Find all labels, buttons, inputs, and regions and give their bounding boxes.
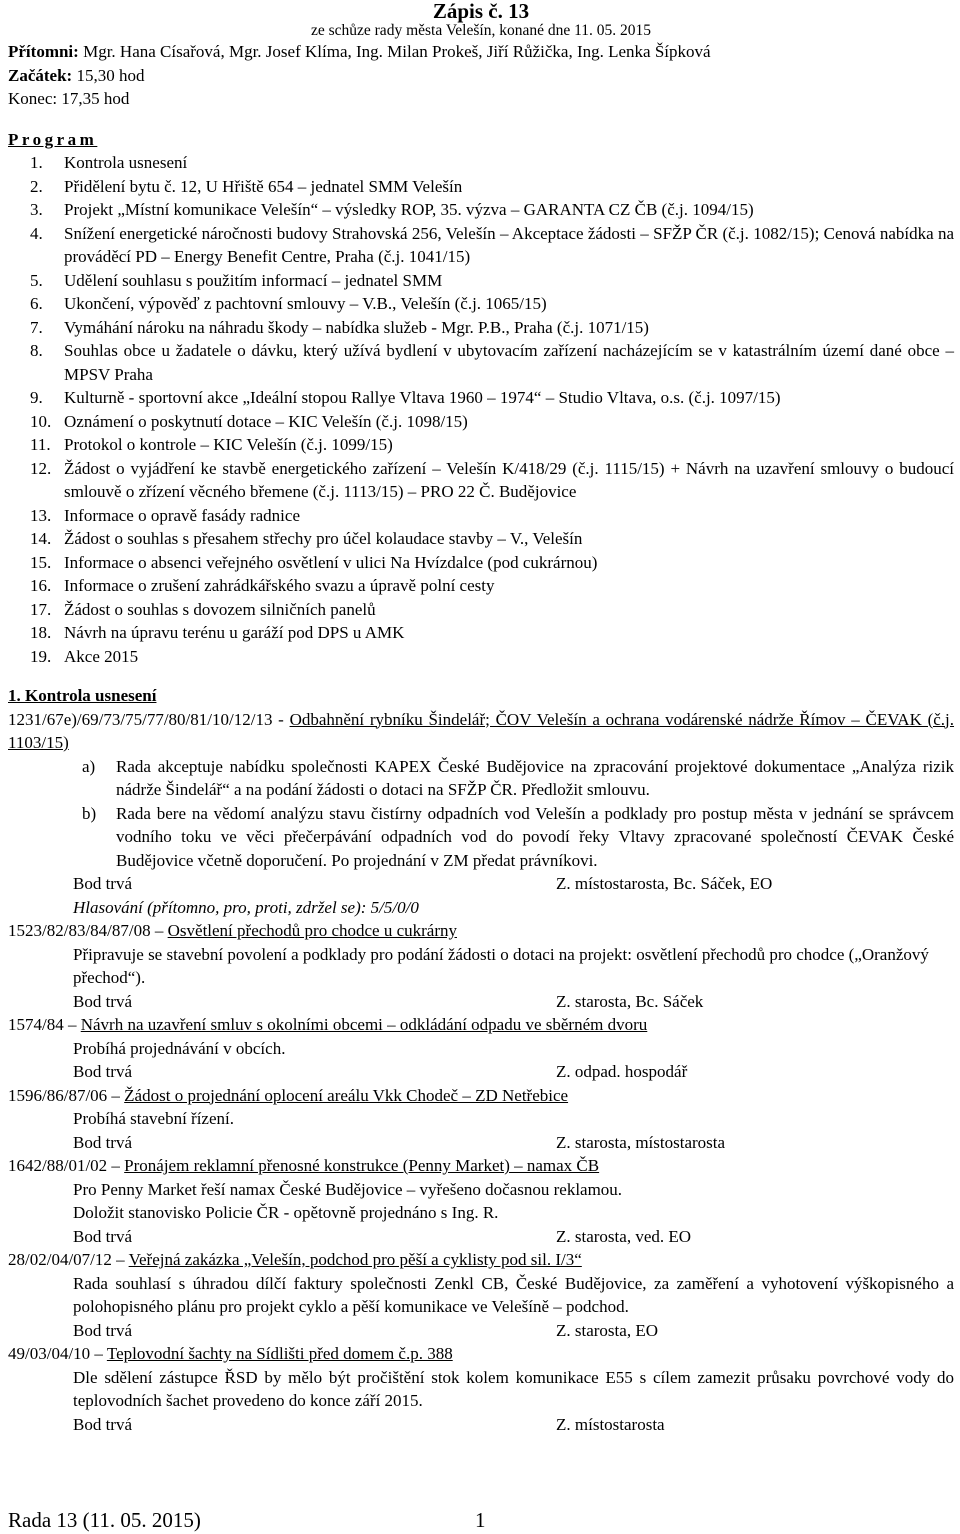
program-item [8,551,954,575]
program-item-number: 1. [30,153,43,172]
program-item [8,175,954,199]
program-item [8,269,954,293]
program-item-number: 3. [30,200,43,219]
responsible-text: Z. starosta, ved. EO [556,1226,692,1246]
status-line [8,1413,954,1437]
responsible-text: Z. starosta, EO [556,1320,658,1340]
program-item-number: 2. [30,176,43,196]
program-item [8,504,954,528]
present-value: Mgr. Hana Císařová, Mgr. Josef Klíma, Ing. Milan Prokeš, Jiří Růžička, Ing. Lenka Šípková [83,42,711,61]
program-item [8,645,954,669]
program-item [8,598,954,622]
program-item [8,621,954,645]
program-item-text: Kontrola usnesení [64,153,188,172]
program-item [8,292,954,316]
resolution-entry [8,1154,954,1178]
document-subtitle: ze schůze rady města Velešín, konané dne 11. 05. 2015 [310,22,652,39]
program-item-text: Informace o opravě fasády radnice [64,505,300,525]
vote-line: Hlasování (přítomno, pro, proti, zdržel se): 5/5/0/0 [73,897,419,917]
resolution-code: 28/02/04/07/12 – [8,1250,125,1269]
program-item-number: 14. [30,529,52,548]
program-item-text: Ukončení, výpověď z pachtovní smlouvy – V.B., Velešín (č.j. 1065/15) [64,294,547,313]
program-item-number: 19. [30,646,52,666]
program-item-text: Informace o absenci veřejného osvětlení v ulici Na Hvízdalce (pod cukrárnou) [64,552,598,572]
resolution-entry [8,708,954,755]
resolution-entry [8,1342,954,1366]
program-item-number: 18. [30,623,52,642]
responsible-text: Z. místostarosta [556,1414,665,1434]
resolution-code: 1642/88/01/02 – [8,1156,120,1175]
program-item-number: 12. [30,458,52,478]
resolution-code: 1596/86/87/06 – [8,1085,120,1105]
program-item-number: 7. [30,317,43,337]
resolution-subject: Žádost o projednání oplocení areálu Vkk Chodeč – ZD Netřebice [124,1085,569,1105]
status-text: Bod trvá [73,874,133,893]
resolution-entry [8,1084,954,1108]
program-item-text: Souhlas obce u žadatele o dávku, který užívá bydlení v ubytovacím zařízení nacházejícím se v katastrálním území dané obce – MPSV Praha [64,341,954,384]
program-item-number: 6. [30,294,43,313]
responsible-text: Z. starosta, místostarosta [556,1132,726,1152]
program-item-text: Snížení energetické náročnosti budovy Strahovská 256, Velešín – Akceptace žádosti – SFŽP ČR (č.j. 1082/15); Cenová nabídka na prováděcí PD – Energy Benefit Centre, Praha (č.j. 1041/15) [64,223,954,266]
resolution-text: Rada souhlasí s úhradou dílčí faktury společnosti Zenkl CB, České Budějovice, za zaměření a vyhotovení výškopisného a polohopisného plánu pro projekt cyklo a pěší komunikace ve Velešíně – podchod. [73,1273,954,1316]
section-1-heading: 1. Kontrola usnesení [8,686,157,705]
program-item-text: Informace o zrušení zahrádkářského svazu a úpravě polní cesty [64,576,495,595]
status-text: Bod trvá [73,1226,133,1246]
program-item [8,386,954,410]
subitem-text: Rada akceptuje nabídku společnosti KAPEX České Budějovice na zpracování projektové dokumentace „Analýza rizik nádrže Šindelář“ a na podání žádosti o dotaci na SFŽP ČR. Předložit smlouvu. [116,756,954,799]
program-item-number: 11. [30,435,51,454]
document-page [8,0,954,1436]
program-item-text: Přidělení bytu č. 12, U Hřiště 654 – jednatel SMM Velešín [64,176,463,196]
resolution-code: 1231/67e)/69/73/75/77/80/81/10/12/13 - [8,709,284,729]
resolution-code: 49/03/04/10 – [8,1344,103,1363]
program-item-number: 13. [30,505,52,525]
responsible-text: Z. odpad. hospodář [556,1062,688,1081]
program-item-text: Žádost o souhlas s přesahem střechy pro účel kolaudace stavby – V., Velešín [64,529,583,548]
program-item-text: Návrh na úpravu terénu u garáží pod DPS u AMK [64,623,405,642]
program-item [8,316,954,340]
resolution-subject: Pronájem reklamní přenosné konstrukce (Penny Market) – namax ČB [124,1156,600,1175]
program-item-text: Žádost o vyjádření ke stavbě energetického zařízení – Velešín K/418/29 (č.j. 1115/15) + Návrh na uzavření smlouvy o budoucí smlouvě o zřízení věcného břemene (č.j. 1113/15) – PRO 22 Č. Budějovice [64,458,954,501]
program-item [8,527,954,551]
program-item-text: Projekt „Místní komunikace Velešín“ – výsledky ROP, 35. výzva – GARANTA CZ ČB (č.j. 1094/15) [64,200,754,219]
program-item [8,433,954,457]
program-item-number: 10. [30,411,52,431]
attendance-line [8,40,954,64]
resolution-subject: Osvětlení přechodů pro chodce u cukrárny [167,921,457,940]
program-item [8,410,954,434]
responsible-text: Z. starosta, Bc. Sáček [556,991,704,1011]
document-title: Zápis č. 13 [432,0,530,23]
resolution-text: Dle sdělení zástupce ŘSD by mělo být pročištění stok kolem komunikace E55 s cílem zamezit průsaku povrchové vody do teplovodních šachet provedeno do konce září 2015. [73,1367,954,1410]
resolution-code: 1523/82/83/84/87/08 – [8,921,164,940]
program-item-text: Udělení souhlasu s použitím informací – jednatel SMM [64,270,443,290]
resolution-entry [8,1013,954,1037]
program-item [8,339,954,386]
program-item-number: 17. [30,599,52,619]
resolution-code: 1574/84 – [8,1015,77,1034]
program-item [8,222,954,269]
status-line [8,1131,954,1155]
program-item-text: Protokol o kontrole – KIC Velešín (č.j. 1099/15) [64,435,393,454]
program-item-text: Žádost o souhlas s dovozem silničních panelů [64,599,376,619]
status-line [8,1225,954,1249]
start-line [8,64,954,88]
program-item-number: 8. [30,341,43,360]
resolution-text: Doložit stanovisko Policie ČR - opětovně projednáno s Ing. R. [73,1203,499,1222]
program-item-number: 9. [30,388,43,407]
page-number: 1 [475,1508,486,1532]
program-list [8,151,954,668]
present-label: Přítomni: [8,42,79,61]
end-value: 17,35 hod [61,89,130,108]
footer-label: Rada 13 (11. 05. 2015) [8,1508,201,1532]
status-text: Bod trvá [73,991,133,1011]
resolution-entry [8,919,954,943]
subitem-letter: a) [82,756,96,776]
status-text: Bod trvá [73,1062,133,1081]
resolution-text: Probíhá projednávání v obcích. [73,1038,286,1058]
status-text: Bod trvá [73,1132,133,1152]
program-item-number: 5. [30,270,43,290]
program-item [8,574,954,598]
resolution-text: Pro Penny Market řeší namax České Budějovice – vyřešeno dočasnou reklamou. [73,1179,623,1199]
program-item-text: Vymáhání nároku na náhradu škody – nabídka služeb - Mgr. P.B., Praha (č.j. 1071/15) [64,317,649,337]
page-footer [8,1507,608,1533]
program-item-text: Oznámení o poskytnutí dotace – KIC Velešín (č.j. 1098/15) [64,411,468,431]
resolution-subject: Veřejná zakázka „Velešín, podchod pro pěší a cyklisty pod sil. I/3“ [128,1250,582,1269]
status-text: Bod trvá [73,1414,133,1434]
program-item-text: Akce 2015 [64,646,139,666]
resolution-subitem-a [8,755,954,802]
status-line [8,990,954,1014]
resolution-subject: Odbahnění rybníku Šindelář; ČOV Velešín a ochrana vodárenské nádrže Římov – ČEVAK (č.j. 1103/15) [8,709,955,752]
program-item [8,151,954,175]
status-line [8,1319,954,1343]
subitem-letter: b) [82,803,97,823]
subitem-text: Rada bere na vědomí analýzu stavu čistírny odpadních vod Velešín a podklady pro postup města v jednání se správcem vodního toku ve věci přečerpávání odpadních vod do povodí řeky Vltavy zpracované společností ČEVAK České Budějovice včetně doporučení. Po projednání v ZM předat právníkovi. [116,803,954,870]
resolution-subitem-b [8,802,954,873]
program-item-number: 16. [30,576,52,595]
resolution-text: Připravuje se stavební povolení a podklady pro podání žádosti o dotaci na projekt: osvětlení přechodů pro chodce („Oranžový přechod“). [73,944,929,987]
end-label: Konec: [8,89,58,108]
responsible-text: Z. místostarosta, Bc. Sáček, EO [556,874,773,893]
status-text: Bod trvá [73,1320,133,1340]
program-item-number: 15. [30,552,52,572]
program-item-text: Kulturně - sportovní akce „Ideální stopou Rallye Vltava 1960 – 1974“ – Studio Vltava, o.s. (č.j. 1097/15) [64,388,781,407]
resolution-subject: Teplovodní šachty na Sídlišti před domem č.p. 388 [106,1344,453,1363]
end-line [8,87,954,111]
program-item [8,198,954,222]
status-line [8,1060,954,1084]
status-line [8,872,954,896]
resolution-entry [8,1248,954,1272]
program-item-number: 4. [30,223,43,243]
program-heading: Program [8,129,98,149]
resolution-subject: Návrh na uzavření smluv s okolními obcemi – odkládání odpadu ve sběrném dvoru [80,1015,648,1034]
start-label: Začátek: [8,65,73,85]
resolution-text: Probíhá stavební řízení. [73,1109,234,1128]
start-value: 15,30 hod [76,65,145,85]
program-item [8,457,954,504]
